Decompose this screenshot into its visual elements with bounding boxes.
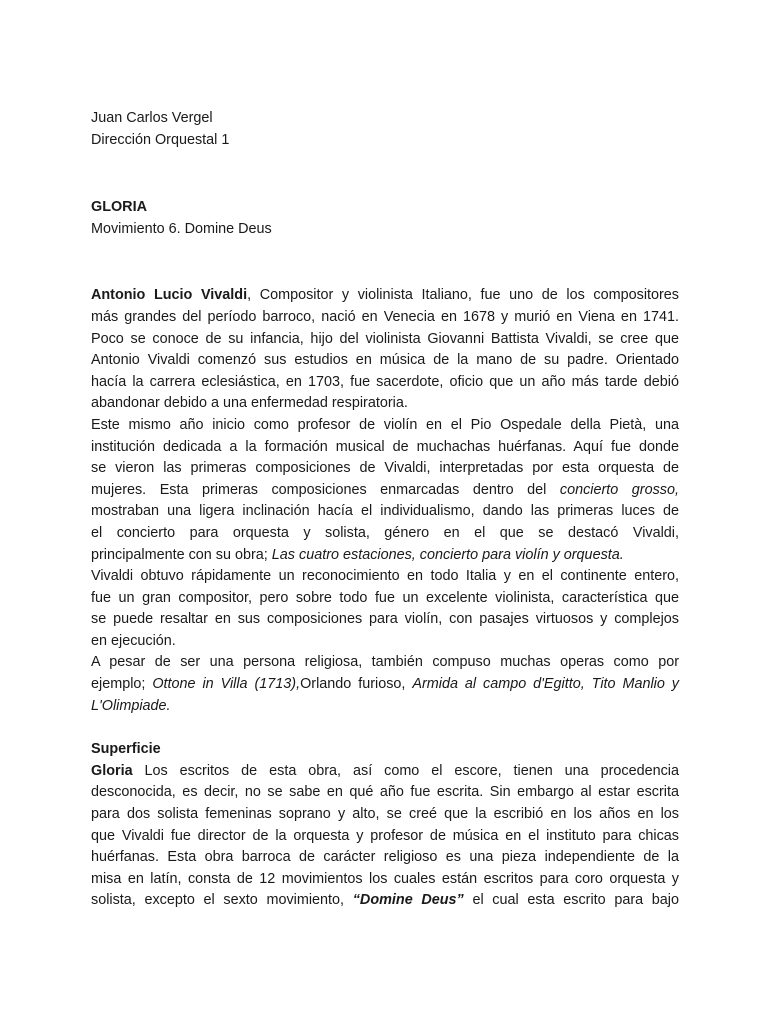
composer-name: Antonio Lucio Vivaldi [91, 287, 248, 304]
paragraph-line: ejemplo; Ottone in Villa (1713),Orlando furioso, Armida al campo d'Egitto, Tito Manlio y [91, 676, 679, 693]
paragraph-line: Vivaldi obtuvo rápidamente un reconocimiento en todo Italia y en el continente entero, [91, 568, 679, 585]
paragraph-line: Poco se conoce de su infancia, hijo del violinista Giovanni Battista Vivaldi, se cree que [91, 330, 679, 347]
document-body [91, 108, 679, 912]
paragraph-line: misa en latín, consta de 12 movimientos los cuales están escritos para coro orquesta y [91, 870, 679, 887]
paragraph-line: se vieron las primeras composiciones de Vivaldi, interpretadas por esta orquesta de [91, 460, 679, 477]
paragraph-line: abandonar debido a una enfermedad respiratoria. [91, 395, 408, 412]
paragraph-line: desconocida, es decir, no se sabe en qué año fue escrita. Sin embargo al estar escrita [91, 784, 679, 801]
paragraph-line: A pesar de ser una persona religiosa, también compuso muchas operas como por [91, 654, 679, 671]
paragraph-line: Gloria Los escritos de esta obra, así como el escore, tienen una procedencia [91, 762, 679, 779]
course-name: Dirección Orquestal 1 [91, 131, 230, 148]
author-name: Juan Carlos Vergel [91, 110, 213, 126]
paragraph-line: Antonio Lucio Vivaldi, Compositor y violinista Italiano, fue uno de los compositores [91, 287, 680, 304]
paragraph-line: Este mismo año inicio como profesor de violín en el Pio Ospedale della Pietà, una [91, 416, 679, 433]
paragraph-line: para dos solista femeninas soprano y alto, se creé que la escribió en los años en los [91, 806, 679, 823]
paragraph-line: principalmente con su obra; Las cuatro estaciones, concierto para violín y orquesta. [91, 546, 624, 563]
paragraph-line: huérfanas. Esta obra barroca de carácter religioso es una pieza independiente de la [91, 849, 679, 866]
movement-subtitle: Movimiento 6. Domine Deus [91, 220, 272, 237]
paragraph-line: el concierto para orquesta y solista, género en el que se destacó Vivaldi, [91, 524, 679, 541]
paragraph-line: que Vivaldi fue director de la orquesta y profesor de música en el instituto para chicas [91, 827, 679, 844]
paragraph-line: fue un gran compositor, pero sobre todo fue un excelente violinista, característica que [91, 589, 679, 606]
paragraph-line: hacía la carrera eclesiástica, en 1703, fue sacerdote, oficio que un año más tarde debió [91, 373, 679, 390]
paragraph-line: en ejecución. [91, 632, 176, 649]
paragraph-line: mostraban una ligera inclinación hacía el individualismo, dando las primeras luces de [91, 503, 679, 520]
paragraph-line: solista, excepto el sexto movimiento, “Domine Deus” el cual esta escrito para bajo [91, 892, 679, 909]
paragraph-line: más grandes del período barroco, nació en Venecia en 1678 y murió en Viena en 1741. [91, 308, 679, 325]
paragraph-line: institución dedicada a la formación musical de muchachas huérfanas. Aquí fue donde [91, 438, 679, 455]
surface-section [91, 739, 679, 912]
paragraph-line: L'Olimpiade. [91, 697, 171, 714]
paragraph-line: mujeres. Esta primeras composiciones enmarcadas dentro del concierto grosso, [91, 481, 679, 498]
biography-section [91, 285, 679, 717]
work-title: GLORIA [91, 199, 147, 216]
section-heading: Superficie [91, 741, 161, 758]
paragraph-line: se puede resaltar en sus composiciones para violín, con pasajes virtuosos y complejos [91, 611, 679, 628]
paragraph-line: Antonio Vivaldi comenzó sus estudios en música de la mano de su padre. Orientado [91, 352, 679, 369]
